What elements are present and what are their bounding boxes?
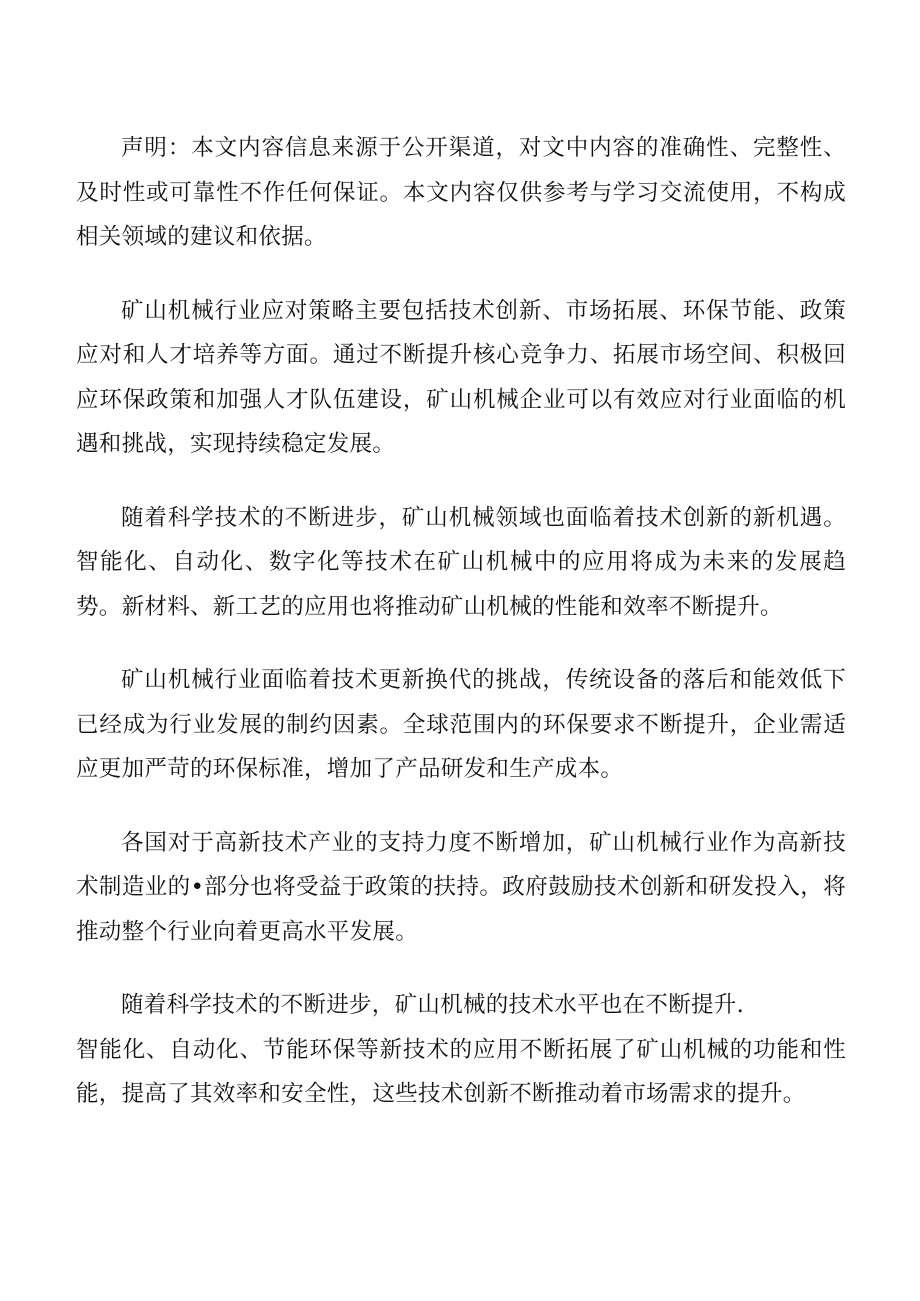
body-paragraph-continuation: 智能化、自动化、节能环保等新技术的应用不断拓展了矿山机械的功能和性能，提高了其效率和安全性，这些技术创新不断推动着市场需求的提升。 (76, 1036, 846, 1107)
document-body (76, 126, 846, 1146)
body-paragraph: 矿山机械行业应对策略主要包括技术创新、市场拓展、环保节能、政策应对和人才培养等方面。通过不断提升核心竞争力、拓展市场空间、积极回应环保政策和加强人才队伍建设，矿山机械企业可以有效应对行业面临的机遇和挑战，实现持续稳定发展。 (76, 297, 846, 457)
body-paragraph: 矿山机械行业面临着技术更新换代的挑战，传统设备的落后和能效低下已经成为行业发展的制约因素。全球范围内的环保要求不断提升，企业需适应更加严苛的环保标准，增加了产品研发和生产成本。 (76, 667, 846, 782)
body-paragraph-first-line: 随着科学技术的不断进步，矿山机械的技术水平也在不断提升. (121, 992, 745, 1018)
disclaimer-paragraph: 声明：本文内容信息来源于公开渠道，对文中内容的准确性、完整性、及时性或可靠性不作任何保证。本文内容仅供参考与学习交流使用，不构成相关领域的建议和依据。 (76, 135, 846, 250)
body-paragraph: 随着科学技术的不断进步，矿山机械领域也面临着技术创新的新机遇。智能化、自动化、数字化等技术在矿山机械中的应用将成为未来的发展趋势。新材料、新工艺的应用也将推动矿山机械的性能和效率不断提升。 (76, 504, 846, 620)
body-paragraph: 各国对于高新技术产业的支持力度不断增加，矿山机械行业作为高新技术制造业的•部分也将受益于政策的扶持。政府鼓励技术创新和研发投入，将推动整个行业向着更高水平发展。 (76, 829, 846, 945)
